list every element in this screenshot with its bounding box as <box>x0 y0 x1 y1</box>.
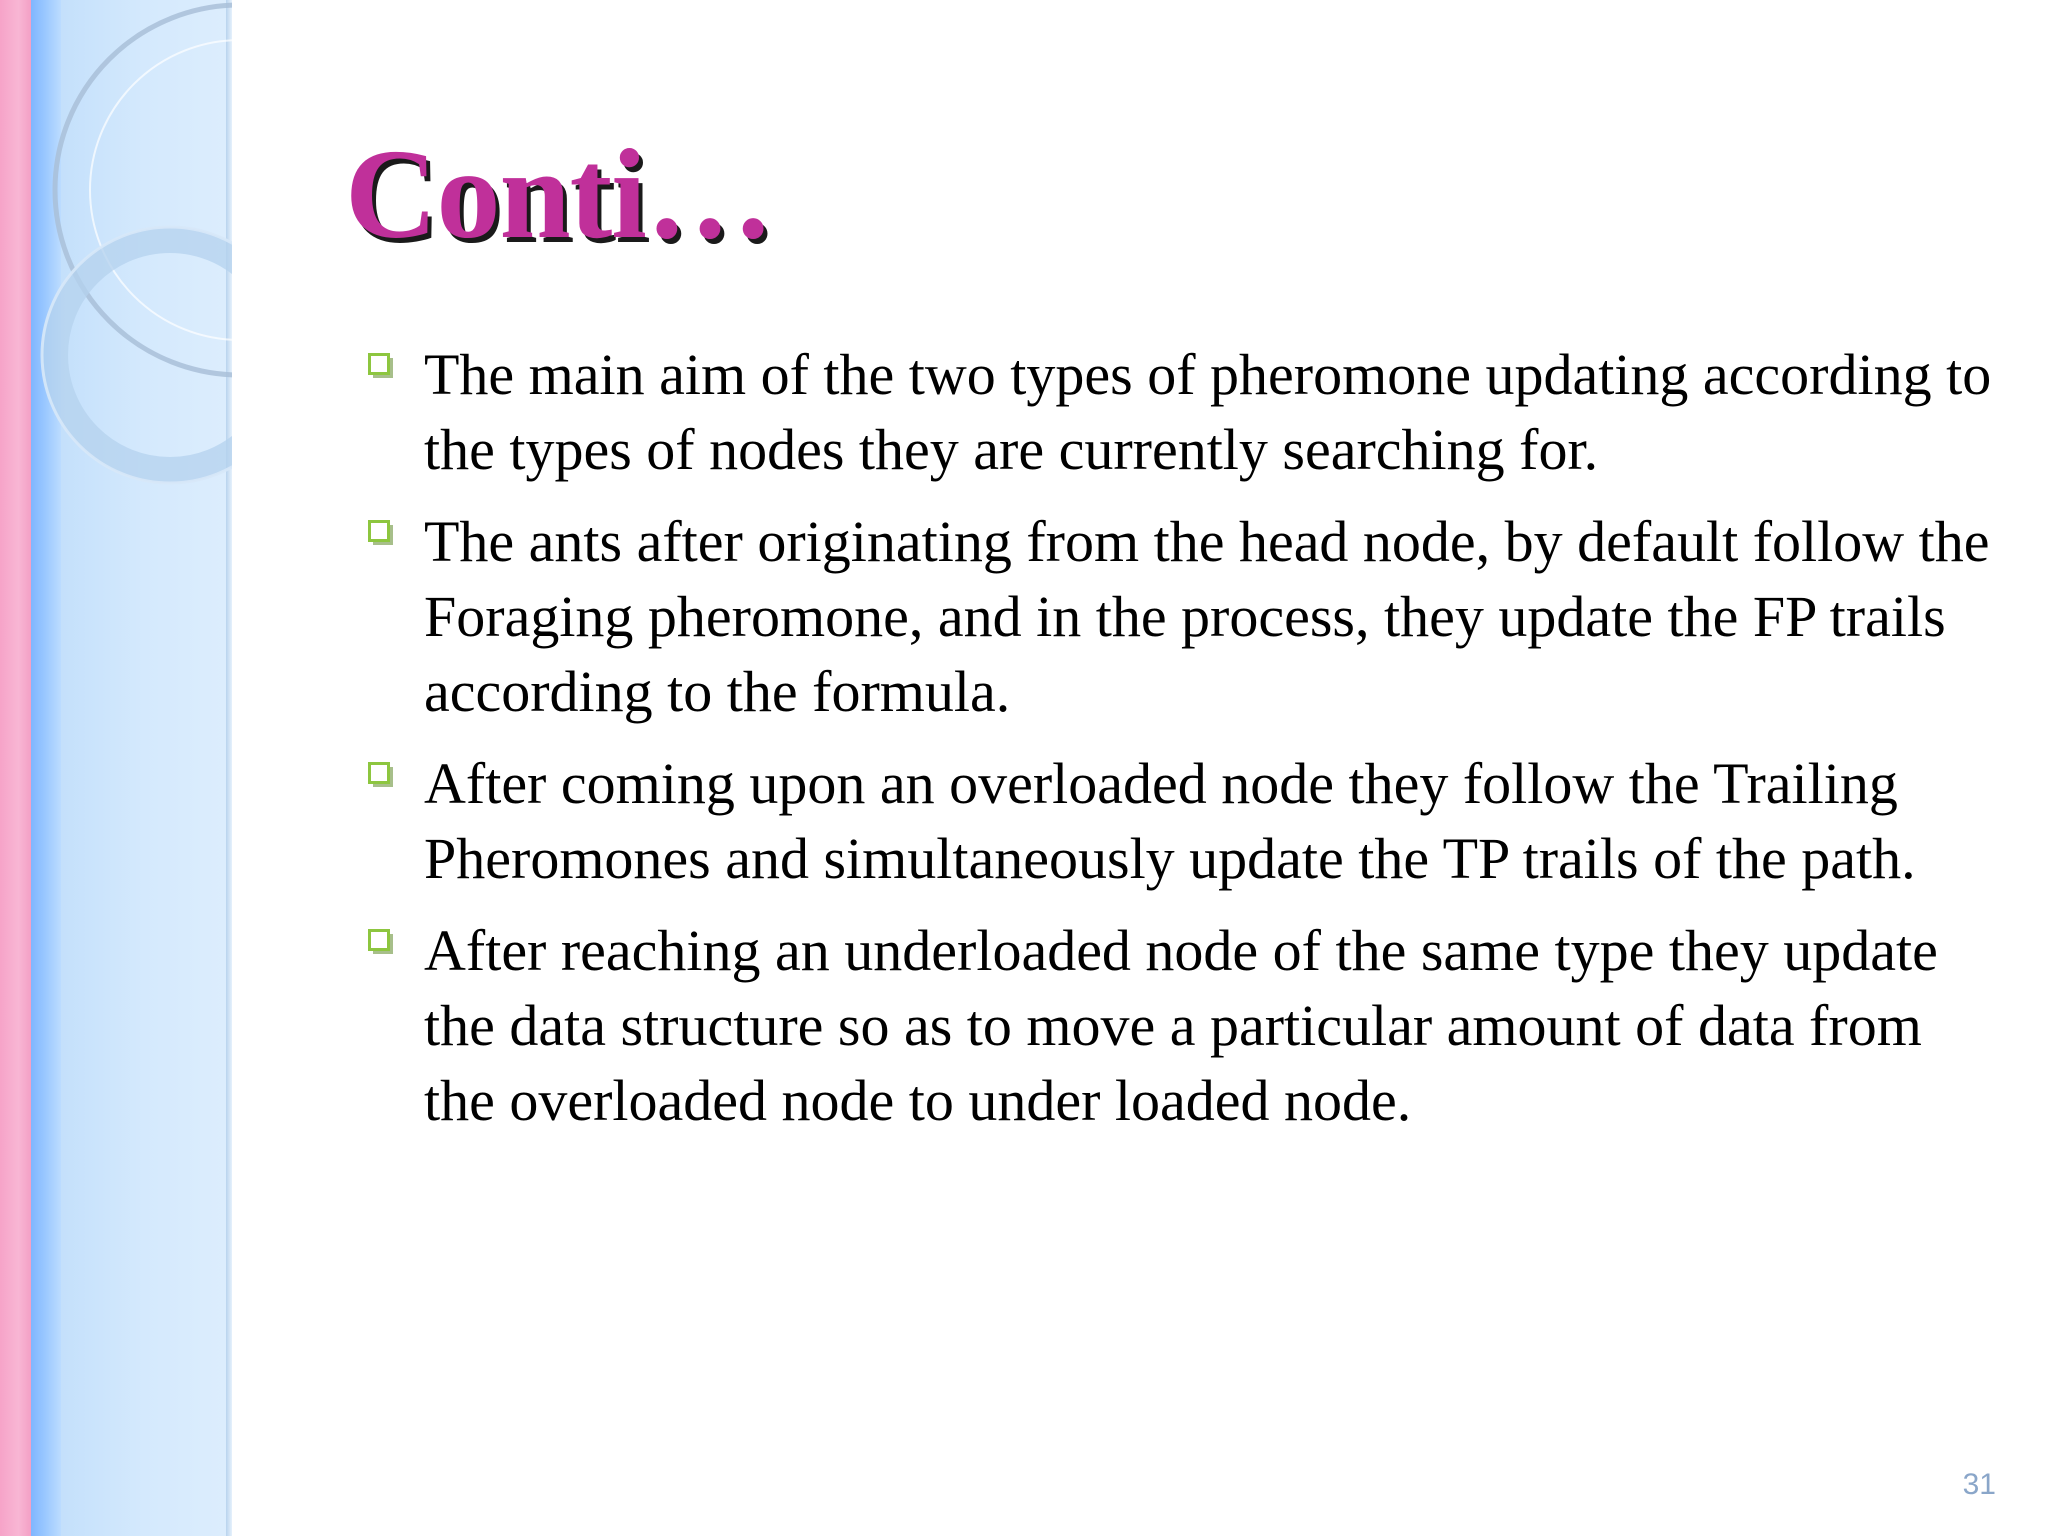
bullet-text: After coming upon an overloaded node they follow the Trailing Pheromones and simultaneously update the TP trails of the path. <box>424 751 1916 891</box>
decorative-circles <box>0 0 232 520</box>
bullet-text: The main aim of the two types of pheromone updating according to the types of nodes they are currently searching for. <box>424 342 1992 482</box>
hollow-square-bullet-icon <box>368 353 394 379</box>
bullet-item <box>360 337 2000 487</box>
bullet-item <box>360 504 2000 729</box>
slide-title: Conti… <box>345 123 773 265</box>
hollow-square-bullet-icon <box>368 762 394 788</box>
hollow-square-bullet-icon <box>368 929 394 955</box>
bullet-text: After reaching an underloaded node of the same type they update the data structure so as to move a particular amount of data from the overloaded node to under loaded node. <box>424 918 1938 1133</box>
bullet-text: The ants after originating from the head node, by default follow the Foraging pheromone, and in the process, they update the FP trails according to the formula. <box>424 509 1990 724</box>
bullet-list <box>360 337 2000 1155</box>
hollow-square-bullet-icon <box>368 520 394 546</box>
bullet-item <box>360 746 2000 896</box>
bullet-item <box>360 913 2000 1138</box>
page-number: 31 <box>1962 1468 1996 1501</box>
